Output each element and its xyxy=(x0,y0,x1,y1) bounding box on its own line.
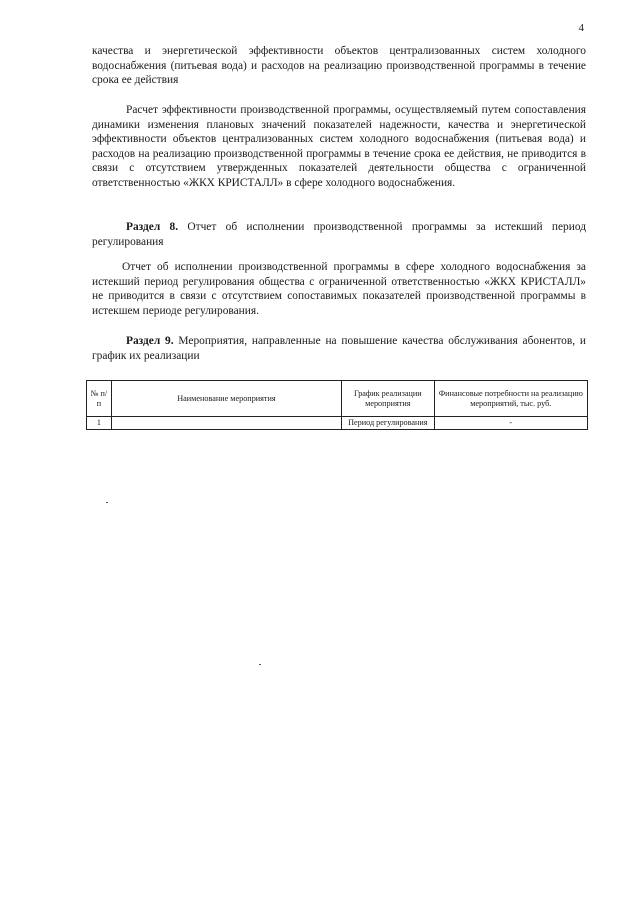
header-finance: Финансовые потребности на реализацию мероприятий, тыс. руб. xyxy=(434,381,587,417)
section-8-label: Раздел 8. xyxy=(126,221,179,233)
header-num: № п/п xyxy=(87,381,112,417)
efficiency-paragraph: Расчет эффективности производственной программы, осуществляемый путем сопоставления динамики изменения плановых значений показателей надежности, качества и энергетической эффективности объектов централизованных систем холодного водоснабжения (питьевая вода) и расходов на реализацию производственной программы в течение срока ее действия, не приводится в связи с отсутствием утвержденных показателей деятельности общества с ограниченной ответственностью «ЖКХ КРИСТАЛЛ» в сфере холодного водоснабжения. xyxy=(92,104,586,189)
continuation-paragraph: качества и энергетической эффективности объектов централизованных систем холодного водоснабжения (питьевая вода) и расходов на реализацию производственной программы в течение срока ее действия xyxy=(92,45,586,87)
section-8-body: Отчет об исполнении производственной программы в сфере холодного водоснабжения за истекший период регулирования общества с ограниченной ответственностью «ЖКХ КРИСТАЛЛ» не приводится в связи с отсутствием сопоставимых показателей производственной программы в истекшем периоде регулирования. xyxy=(92,261,586,317)
row-finance: - xyxy=(434,417,587,430)
row-num: 1 xyxy=(87,417,112,430)
page-number: 4 xyxy=(578,22,584,34)
table-row xyxy=(87,417,588,430)
section-8-title: Отчет об исполнении производственной программы за истекший период регулирования xyxy=(92,221,587,248)
table-header-row xyxy=(87,381,588,417)
row-schedule: Период регулирования xyxy=(342,417,434,430)
section-9-label: Раздел 9. xyxy=(126,335,174,347)
row-name xyxy=(111,417,341,430)
scan-speck xyxy=(259,664,261,665)
header-name: Наименование мероприятия xyxy=(111,381,341,417)
section-9-title: Мероприятия, направленные на повышение качества обслуживания абонентов, и график их реализации xyxy=(92,335,586,362)
section-8-heading xyxy=(92,220,586,249)
section-9-heading xyxy=(92,334,586,363)
measures-table xyxy=(86,380,588,430)
scan-speck xyxy=(106,502,108,503)
header-schedule: График реализации мероприятия xyxy=(342,381,434,417)
